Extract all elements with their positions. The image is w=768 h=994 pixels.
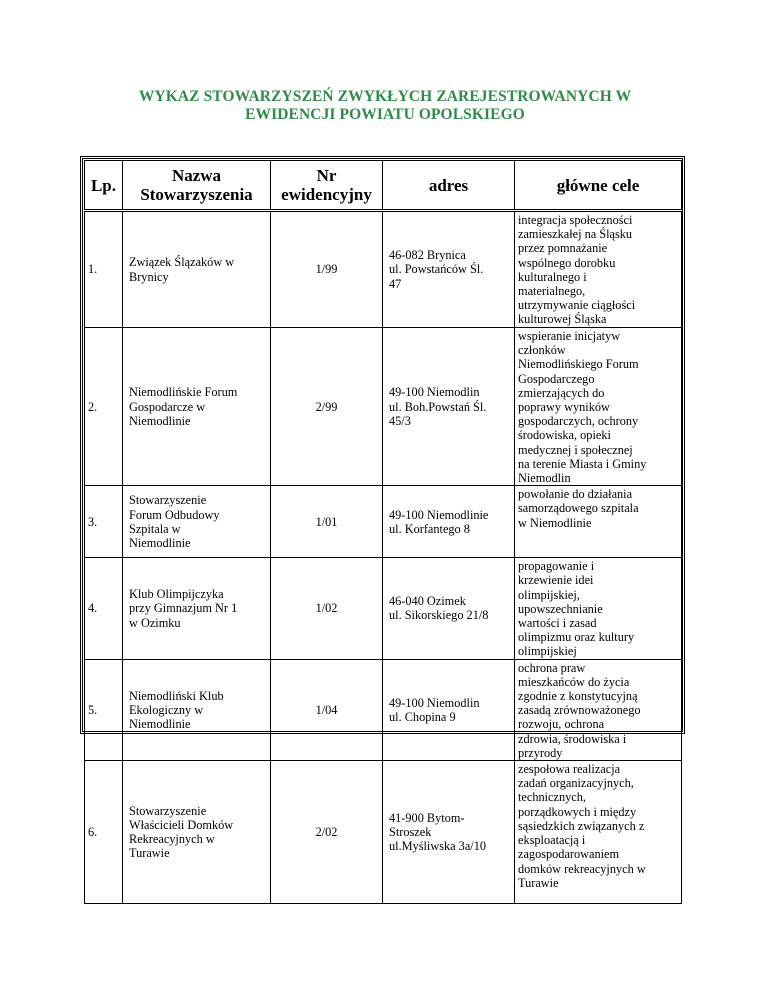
cell-nr-text: 1/02 <box>315 601 338 616</box>
cell-goals-line: upowszechnianie <box>518 601 603 616</box>
header-nazwa-line-1: Nazwa <box>171 166 222 185</box>
header-cele-label: główne cele <box>556 175 640 195</box>
cell-name <box>123 659 271 760</box>
cell-name-line: Brynicy <box>129 269 169 284</box>
cell-nr <box>271 558 383 659</box>
cell-name-line: Niemodlinie <box>129 716 191 731</box>
cell-goals-line: zdrowia, środowiska i <box>518 731 627 746</box>
cell-goals-line: technicznych, <box>518 790 586 805</box>
cell-name-line: Niemodlińskie Forum <box>129 385 238 400</box>
cell-name-line: Rekreacyjnych w <box>129 832 215 847</box>
cell-lp-text: 1. <box>88 262 98 277</box>
cell-lp <box>85 211 123 328</box>
cell-goals-line: porządkowych i między <box>518 804 637 819</box>
cell-goals-line: zmierzających do <box>518 385 605 400</box>
cell-name <box>123 486 271 558</box>
table-row <box>85 558 682 659</box>
cell-lp <box>85 761 123 904</box>
table-row <box>85 328 682 486</box>
cell-lp <box>85 486 123 558</box>
cell-address-line: ul. Chopina 9 <box>389 709 456 724</box>
cell-address-line: ul. Korfantego 8 <box>389 521 470 536</box>
cell-goals-line: integracja społeczności <box>518 213 633 227</box>
cell-nr <box>271 761 383 904</box>
cell-lp-text: 6. <box>88 824 98 839</box>
cell-goals-line: kulturowej Śląska <box>518 312 607 327</box>
cell-lp-text: 4. <box>88 601 98 616</box>
cell-name <box>123 211 271 328</box>
cell-goals-line: sąsiedzkich związanych z <box>518 818 645 833</box>
cell-address-line: ul. Boh.Powstań Śl. <box>389 399 487 414</box>
cell-goals <box>515 659 682 760</box>
cell-goals-line: domków rekreacyjnych w <box>518 861 646 876</box>
cell-address-line: 46-082 Brynica <box>389 248 466 263</box>
cell-lp-text: 3. <box>88 514 98 529</box>
cell-nr-text: 1/04 <box>315 702 338 717</box>
cell-name-line: w Ozimku <box>129 615 181 630</box>
cell-name-line: Klub Olimpijczyka <box>129 587 224 602</box>
cell-goals-line: olimpijskiej <box>518 644 577 659</box>
cell-goals-line: powołanie do działania <box>518 487 633 502</box>
cell-name <box>123 328 271 486</box>
cell-address <box>383 761 515 904</box>
cell-goals <box>515 558 682 659</box>
cell-address-line: 41-900 Bytom- <box>389 810 465 825</box>
cell-goals-line: ochrona praw <box>518 660 586 675</box>
header-adres <box>383 161 515 211</box>
cell-lp-text: 5. <box>88 702 98 717</box>
cell-goals-line: w Niemodlinie <box>518 515 592 530</box>
cell-goals-line: Niemodlin <box>518 471 571 486</box>
cell-name-line: Właścicieli Domków <box>129 817 234 832</box>
cell-lp-text: 2. <box>88 399 98 414</box>
cell-name-line: Związek Ślązaków w <box>129 255 235 270</box>
cell-nr-text: 1/01 <box>315 514 338 529</box>
cell-name-line: Gospodarcze w <box>129 399 206 414</box>
cell-goals <box>515 211 682 328</box>
table-header-row <box>85 161 682 211</box>
cell-address <box>383 659 515 760</box>
cell-goals-line: zamieszkałej na Śląsku <box>518 227 633 242</box>
cell-goals-line: materialnego, <box>518 284 586 299</box>
cell-name-line: Stowarzyszenie <box>129 803 207 818</box>
cell-goals <box>515 328 682 486</box>
cell-nr <box>271 211 383 328</box>
cell-lp <box>85 328 123 486</box>
cell-goals-line: propagowanie i <box>518 559 595 574</box>
cell-goals-line: środowiska, opieki <box>518 428 611 443</box>
cell-goals-line: zespołowa realizacja <box>518 762 621 777</box>
table-row <box>85 211 682 328</box>
table-row <box>85 761 682 904</box>
cell-goals-line: Niemodlińskiego Forum <box>518 357 639 372</box>
cell-address-line: ul.Myśliwska 3a/10 <box>389 839 487 854</box>
cell-address-line: Stroszek <box>389 824 432 839</box>
cell-goals-line: mieszkańców do życia <box>518 674 630 689</box>
cell-address <box>383 558 515 659</box>
cell-lp <box>85 659 123 760</box>
cell-nr-text: 2/02 <box>315 824 338 839</box>
cell-goals-line: utrzymywanie ciągłości <box>518 298 636 313</box>
header-adres-label: adres <box>428 175 469 195</box>
cell-goals-line: medycznej i społecznej <box>518 442 633 457</box>
cell-goals-line: członków <box>518 343 566 358</box>
cell-name-line: Turawie <box>129 846 170 861</box>
table-row <box>85 659 682 760</box>
header-lp <box>85 161 123 211</box>
cell-nr <box>271 486 383 558</box>
cell-goals <box>515 761 682 904</box>
cell-goals-line: gospodarczych, ochrony <box>518 414 639 429</box>
header-nazwa <box>123 161 271 211</box>
associations-table <box>84 160 682 904</box>
cell-address <box>383 328 515 486</box>
cell-address <box>383 211 515 328</box>
cell-nr <box>271 659 383 760</box>
cell-goals-line: Turawie <box>518 875 559 890</box>
cell-goals-line: samorządowego szpitala <box>518 501 639 516</box>
cell-name-line: Ekologiczny w <box>129 702 204 717</box>
cell-goals-line: zgodnie z konstytucyjną <box>518 689 638 704</box>
cell-address-line: 49-100 Niemodlinie <box>389 507 489 522</box>
cell-goals-line: wspólnego dorobku <box>518 255 616 270</box>
cell-address-line: 49-100 Niemodlin <box>389 695 480 710</box>
cell-name-line: Szpitala w <box>129 521 181 536</box>
cell-name-line: Forum Odbudowy <box>129 507 220 522</box>
cell-goals-line: zadań organizacyjnych, <box>518 776 634 791</box>
header-lp-label: Lp. <box>90 175 117 195</box>
title-line-2: EWIDENCJI POWIATU OPOLSKIEGO <box>245 106 525 123</box>
cell-goals-line: kulturalnego i <box>518 269 587 284</box>
cell-name-line: Stowarzyszenie <box>129 493 207 508</box>
cell-lp <box>85 558 123 659</box>
cell-goals-line: krzewienie idei <box>518 573 594 588</box>
cell-goals-line: przez pomnażanie <box>518 241 608 256</box>
header-nr-line-2: ewidencyjny <box>281 185 372 204</box>
header-nr <box>271 161 383 211</box>
header-nazwa-line-2: Stowarzyszenia <box>140 185 253 204</box>
document-title <box>60 88 710 124</box>
cell-nr-text: 2/99 <box>315 399 338 414</box>
cell-nr <box>271 328 383 486</box>
cell-name <box>123 558 271 659</box>
header-cele <box>515 161 682 211</box>
cell-address-line: ul. Powstańców Śl. <box>389 262 484 277</box>
cell-name-line: przy Gimnazjum Nr 1 <box>129 601 238 616</box>
cell-goals-line: zagospodarowaniem <box>518 847 620 862</box>
cell-goals-line: rozwoju, ochrona <box>518 717 605 732</box>
cell-goals-line: przyrody <box>518 745 563 760</box>
cell-goals-line: Gospodarczego <box>518 371 595 386</box>
cell-goals-line: olimpizmu oraz kultury <box>518 630 635 645</box>
cell-address-line: 45/3 <box>389 413 411 428</box>
cell-address-line: 46-040 Ozimek <box>389 594 466 609</box>
table-body <box>85 211 682 904</box>
cell-goals-line: eksploatacją i <box>518 833 586 848</box>
cell-name-line: Niemodliński Klub <box>129 688 224 703</box>
cell-goals-line: poprawy wyników <box>518 400 610 415</box>
cell-goals-line: olimpijskiej, <box>518 587 580 602</box>
cell-goals-line: na terenie Miasta i Gminy <box>518 456 647 471</box>
cell-goals-line: wartości i zasad <box>518 616 597 631</box>
cell-name-line: Niemodlinie <box>129 413 191 428</box>
table-row <box>85 486 682 558</box>
cell-goals-line: wspieranie inicjatyw <box>518 329 621 343</box>
cell-goals-line: zasadą zrównoważonego <box>518 703 641 718</box>
header-nr-line-1: Nr <box>316 166 337 185</box>
cell-address-line: 49-100 Niemodlin <box>389 385 480 400</box>
cell-name-line: Niemodlinie <box>129 535 191 550</box>
cell-address <box>383 486 515 558</box>
cell-address-line: ul. Sikorskiego 21/8 <box>389 608 489 623</box>
cell-name <box>123 761 271 904</box>
cell-goals <box>515 486 682 558</box>
cell-nr-text: 1/99 <box>315 262 338 277</box>
cell-address-line: 47 <box>389 276 402 291</box>
title-line-1: WYKAZ STOWARZYSZEŃ ZWYKŁYCH ZAREJESTROWANYCH W <box>138 88 632 105</box>
